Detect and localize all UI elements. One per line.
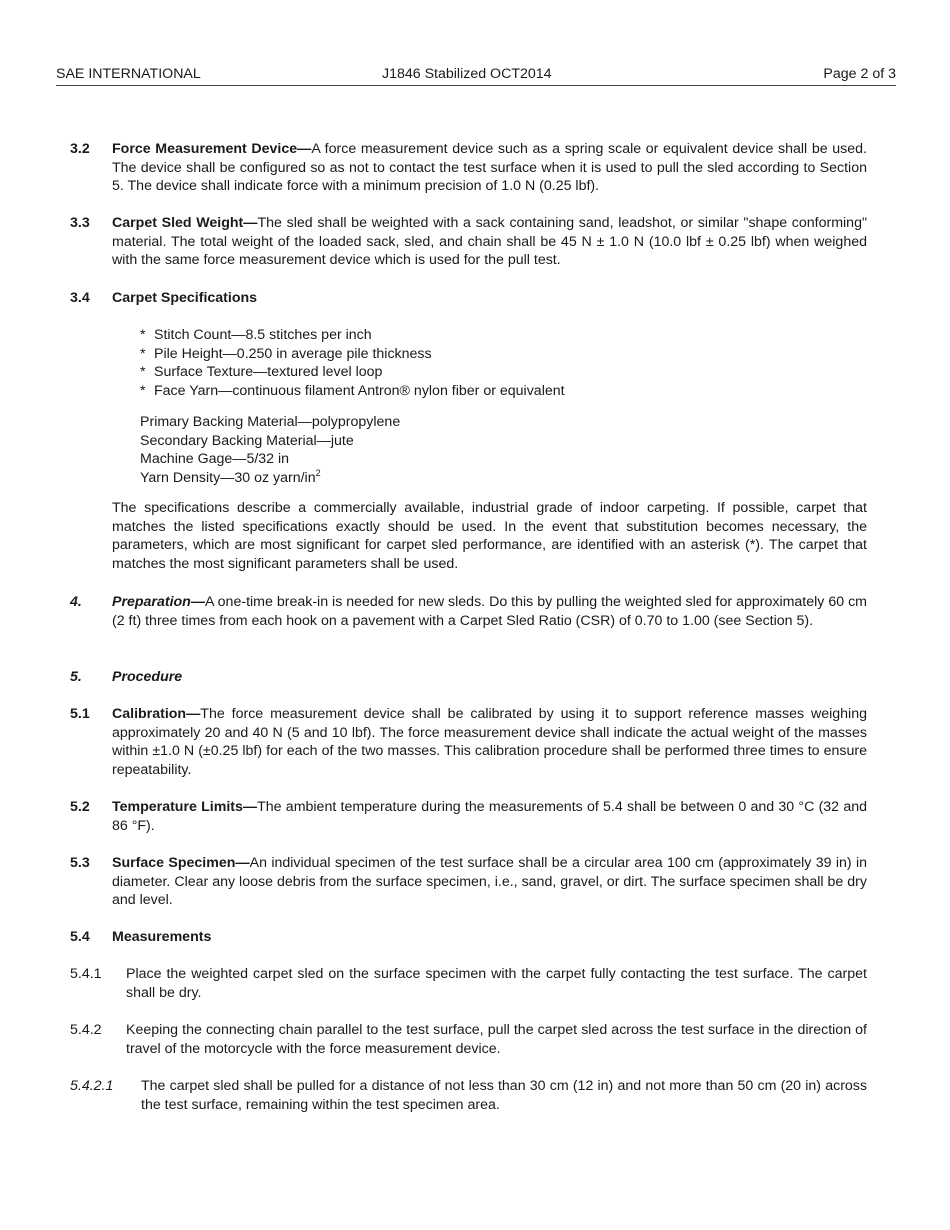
list-item: Yarn Density—30 oz yarn/$in^2$ — [140, 467, 321, 486]
carpet-spec-bullets — [140, 326, 565, 400]
bullet-mark: * — [140, 345, 146, 362]
section-text: The force measurement device shall be calibrated by using it to support reference masses weighing approximately 20 and 40 N (5 and 10 lbf). The force measurement device shall indicate the actual weight of the masses within ±1.0 N (±0.25 lbf) for each of the two masses. This calibration procedure shall be performed three times to ensure repeatability. — [112, 706, 867, 778]
section-title: Procedure — [112, 669, 183, 685]
header-organization: SAE INTERNATIONAL — [56, 66, 201, 82]
header-page-number: Page 2 of 3 — [823, 66, 896, 82]
section-number: 3.4 — [70, 290, 90, 306]
list-item: Machine Gage—5/32 in — [140, 451, 290, 468]
list-item: * Stitch Count—8.5 stitches per inch — [140, 327, 372, 343]
section-5-1 — [70, 705, 867, 779]
section-text: A force measurement device such as a spring scale or equivalent device shall be used. The device shall be configured so as not to contact the test surface when it is used to pull the sled according to Section 5. The device shall indicate force with a minimum precision of 1.0 N (0.25 lbf). — [112, 141, 868, 195]
section-text: Keeping the connecting chain parallel to the test surface, pull the carpet sled across the test surface in the direction of travel of the motorcycle with the force measurement device. — [126, 1022, 867, 1057]
section-5-4-heading — [70, 928, 867, 947]
section-3-3 — [70, 214, 867, 270]
section-title: Force Measurement Device— — [112, 141, 312, 157]
section-5-4-2-1 — [70, 1077, 867, 1114]
section-title: Calibration— — [112, 706, 201, 722]
section-5-3 — [70, 854, 867, 910]
section-4 — [70, 593, 867, 630]
section-title: Surface Specimen— — [112, 855, 250, 871]
carpet-spec-materials — [140, 413, 400, 487]
section-number: 5.4.2.1 — [70, 1078, 114, 1094]
section-title: Carpet Sled Weight— — [112, 215, 258, 231]
section-5-4-2 — [70, 1021, 867, 1058]
section-number: 5.1 — [70, 706, 90, 722]
section-number: 5.4.2 — [70, 1022, 102, 1038]
header-document-id: J1846 Stabilized OCT2014 — [382, 66, 552, 82]
section-5-heading — [70, 668, 867, 687]
section-number: 5.3 — [70, 855, 90, 871]
list-item: Secondary Backing Material—jute — [140, 432, 354, 449]
section-3-4-heading — [70, 289, 867, 308]
bullet-mark: * — [140, 364, 146, 381]
section-number: 5.2 — [70, 799, 90, 815]
section-title: Carpet Specifications — [112, 290, 258, 306]
section-title: Measurements — [112, 929, 212, 945]
section-number: 5. — [70, 669, 82, 685]
section-title: Temperature Limits— — [112, 799, 258, 815]
list-item: * Face Yarn—continuous filament Antron® nylon fiber or equivalent — [140, 382, 565, 399]
bullet-mark: * — [140, 327, 146, 343]
list-item: * Surface Texture—textured level loop — [140, 364, 383, 381]
section-text: An individual specimen of the test surface shall be a circular area 100 cm (approximately 39 in) in diameter. Clear any loose debris from the surface specimen, i.e., sand, gravel, or dirt. The surface specimen shall be dry and level. — [112, 855, 868, 909]
page-header — [56, 66, 896, 86]
section-text: The sled shall be weighted with a sack containing sand, leadshot, or similar "shape conforming" material. The total weight of the loaded sack, sled, and chain shall be 45 N ± 1.0 N (10.0 lbf ± 0.25 lbf) when weighed with the same force measurement device which is used for the pull test. — [112, 215, 867, 269]
section-number: 3.3 — [70, 215, 90, 231]
section-number: 4. — [70, 594, 82, 610]
section-3-2 — [70, 140, 867, 196]
section-text: The ambient temperature during the measurements of 5.4 shall be between 0 and 30 °C (32 and 86 °F). — [112, 799, 867, 834]
list-item: Primary Backing Material—polypropylene — [140, 414, 401, 430]
section-text: The specifications describe a commercially available, industrial grade of indoor carpeting. If possible, carpet that matches the listed specifications exactly should be used. In the event that substitution becomes necessary, the parameters, which are most significant for carpet sled performance, are identified with an asterisk (*). The carpet that matches the most significant parameters shall be used. — [112, 500, 867, 572]
list-item: * Pile Height—0.250 in average pile thickness — [140, 345, 432, 362]
section-number: 3.2 — [70, 141, 90, 157]
section-5-4-1 — [70, 965, 867, 1002]
section-text: A one-time break-in is needed for new sleds. Do this by pulling the weighted sled for approximately 60 cm (2 ft) three times from each hook on a pavement with a Carpet Sled Ratio (CSR) of 0.70 to 1.00 (see Section 5). — [112, 594, 867, 629]
section-text: Place the weighted carpet sled on the surface specimen with the carpet fully contacting the test surface. The carpet shall be dry. — [126, 966, 867, 1001]
section-text: The carpet sled shall be pulled for a distance of not less than 30 cm (12 in) and not more than 50 cm (20 in) across the test surface, remaining within the test specimen area. — [141, 1078, 867, 1113]
section-number: 5.4 — [70, 929, 90, 945]
section-number: 5.4.1 — [70, 966, 102, 982]
bullet-mark: * — [140, 382, 146, 399]
section-5-2 — [70, 798, 867, 835]
section-title: Preparation— — [112, 594, 206, 610]
section-3-4-paragraph — [70, 499, 867, 573]
